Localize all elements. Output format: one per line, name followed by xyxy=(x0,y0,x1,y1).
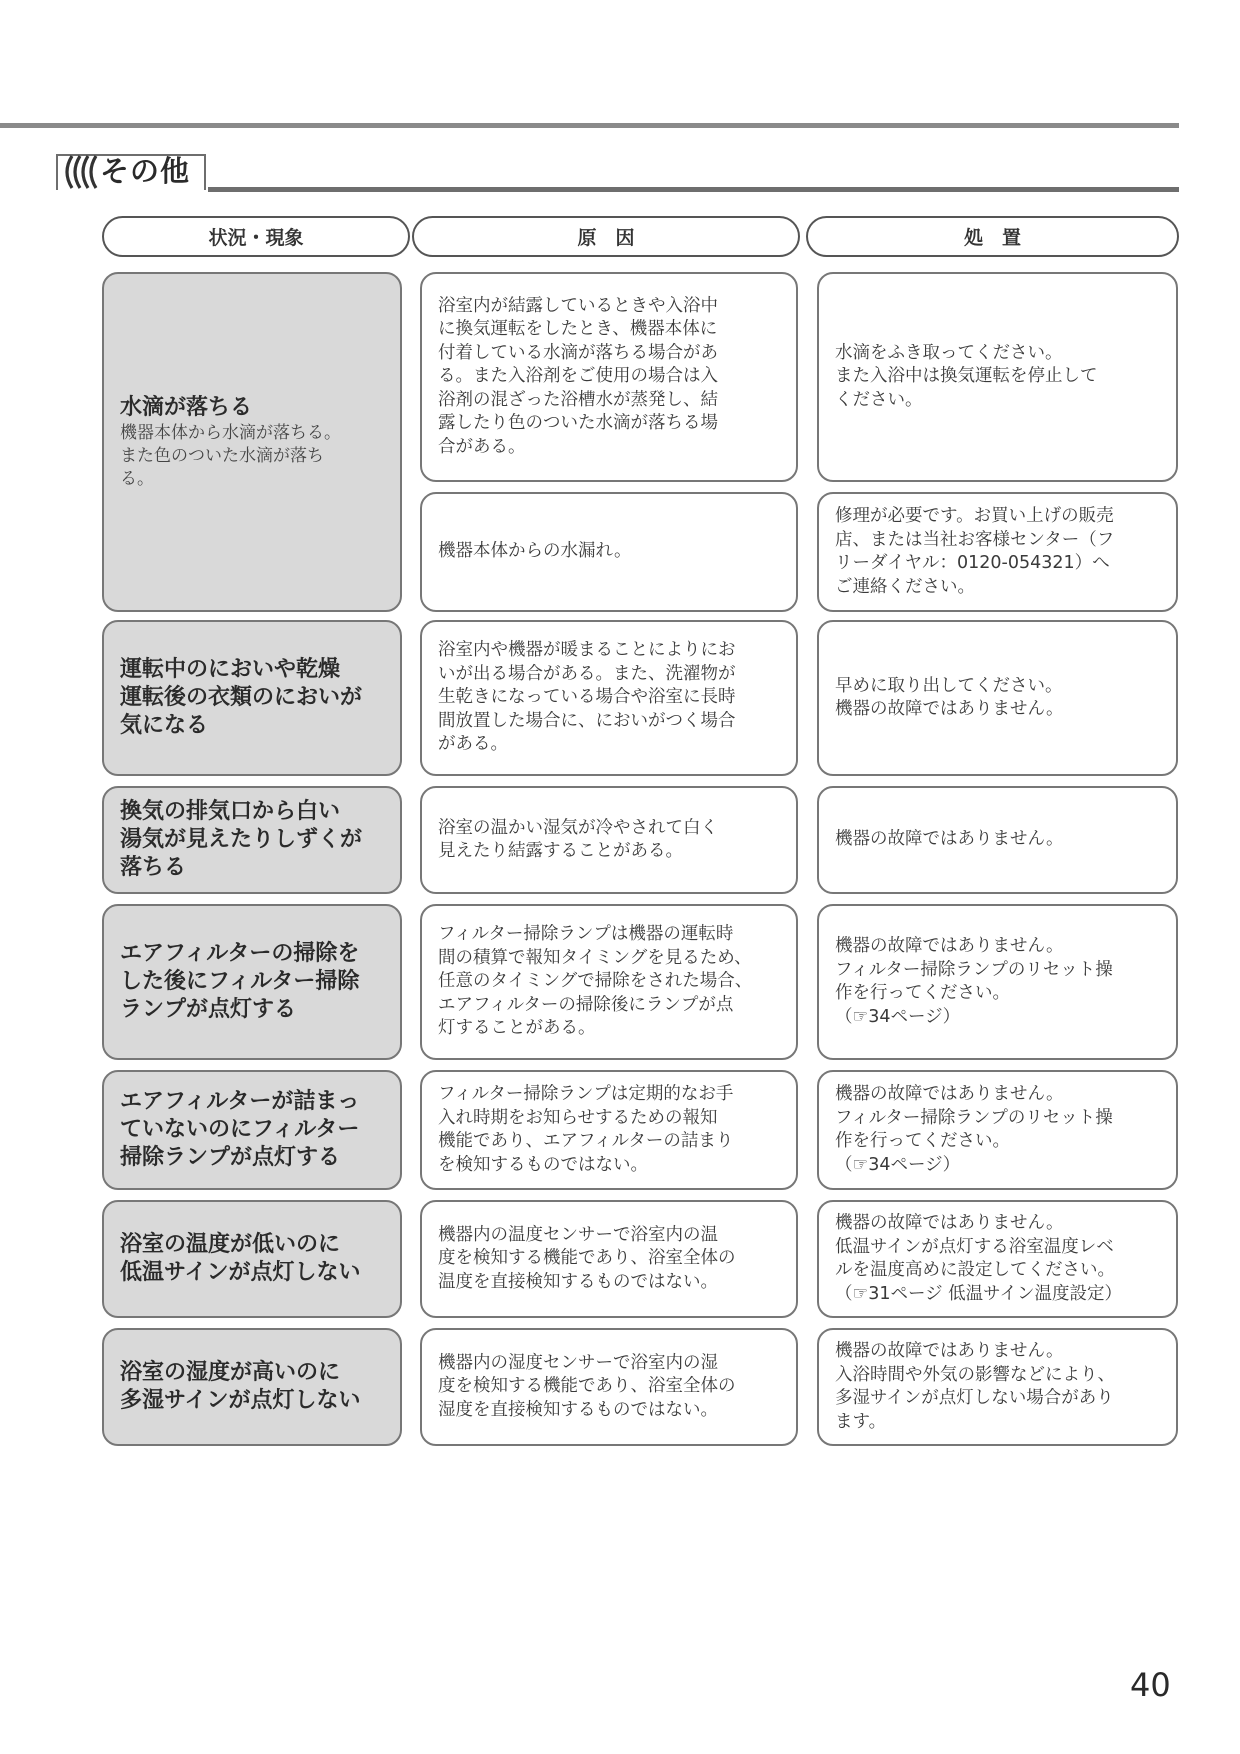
symptom-title: 運転中のにおいや乾燥 運転後の衣類のにおいが 気になる xyxy=(120,657,363,738)
symptom-title: エアフィルターが詰まっ ていないのにフィルター 掃除ランプが点灯する xyxy=(120,1089,360,1170)
cause-cell: 機器内の温度センサーで浴室内の温 度を検知する機能であり、浴室全体の 温度を直接検知するものではない。 xyxy=(420,1200,798,1318)
action-cell: 水滴をふき取ってください。 また入浴中は換気運転を停止して ください。 xyxy=(817,272,1178,482)
page-number: 40 xyxy=(1130,1666,1171,1704)
header-cause: 原 因 xyxy=(412,216,800,257)
cause-cell: 浴室内や機器が暖まることによりにお いが出る場合がある。また、洗濯物が 生乾きになっている場合や浴室に長時 間放置した場合に、においがつく場合 がある。 xyxy=(420,620,798,776)
cause-cell: 浴室の温かい湿気が冷やされて白く 見えたり結露することがある。 xyxy=(420,786,798,894)
cause-cell: フィルター掃除ランプは機器の運転時 間の積算で報知タイミングを見るため、 任意のタイミングで掃除をされた場合、 エアフィルターの掃除後にランプが点 灯することがある。 xyxy=(420,904,798,1060)
cause-cell: 機器内の湿度センサーで浴室内の湿 度を検知する機能であり、浴室全体の 湿度を直接検知するものではない。 xyxy=(420,1328,798,1446)
header-action: 処 置 xyxy=(806,216,1179,257)
symptom-detail: 機器本体から水滴が落ちる。 また色のついた水滴が落ち る。 xyxy=(120,422,341,489)
symptom-title: 換気の排気口から白い 湯気が見えたりしずくが 落ちる xyxy=(120,799,363,880)
action-cell: 修理が必要です。お買い上げの販売 店、または当社お客様センター（フ リーダイヤル：0120-054321）へ ご連絡ください。 xyxy=(817,492,1178,612)
action-cell: 機器の故障ではありません。 フィルター掃除ランプのリセット操 作を行ってください。 （☞34ページ） xyxy=(817,1070,1178,1190)
action-cell: 機器の故障ではありません。 フィルター掃除ランプのリセット操 作を行ってください。 （☞34ページ） xyxy=(817,904,1178,1060)
symptom-cell xyxy=(102,620,402,776)
symptom-title: エアフィルターの掃除を した後にフィルター掃除 ランプが点灯する xyxy=(120,941,360,1022)
section-title: その他 xyxy=(100,154,191,188)
symptom-cell xyxy=(102,272,402,612)
symptom-cell xyxy=(102,904,402,1060)
cause-cell: 浴室内が結露しているときや入浴中 に換気運転をしたとき、機器本体に 付着している水滴が落ちる場合があ る。また入浴剤をご使用の場合は入 浴剤の混ざった浴槽水が蒸発し、結 露したり色のついた水滴が落ちる場 合がある。 xyxy=(420,272,798,482)
symptom-title: 浴室の湿度が高いのに 多湿サインが点灯しない xyxy=(120,1360,361,1413)
symptom-cell xyxy=(102,1328,402,1446)
action-cell: 機器の故障ではありません。 低温サインが点灯する浴室温度レベ ルを温度高めに設定してください。 （☞31ページ 低温サイン温度設定） xyxy=(817,1200,1178,1318)
action-cell: 機器の故障ではありません。 xyxy=(817,786,1178,894)
top-rule xyxy=(0,123,1179,128)
symptom-cell xyxy=(102,786,402,894)
cause-cell: フィルター掃除ランプは定期的なお手 入れ時期をお知らせするための報知 機能であり、エアフィルターの詰まり を検知するものではない。 xyxy=(420,1070,798,1190)
cause-cell: 機器本体からの水漏れ。 xyxy=(420,492,798,612)
triple-wave-icon xyxy=(58,152,102,192)
symptom-title: 浴室の温度が低いのに 低温サインが点灯しない xyxy=(120,1232,361,1285)
section-rule xyxy=(208,187,1179,192)
action-cell: 機器の故障ではありません。 入浴時間や外気の影響などにより、 多湿サインが点灯しない場合があり ます。 xyxy=(817,1328,1178,1446)
header-symptom: 状況・現象 xyxy=(102,216,410,257)
symptom-cell xyxy=(102,1070,402,1190)
symptom-title: 水滴が落ちる xyxy=(120,394,253,420)
action-cell: 早めに取り出してください。 機器の故障ではありません。 xyxy=(817,620,1178,776)
symptom-cell xyxy=(102,1200,402,1318)
